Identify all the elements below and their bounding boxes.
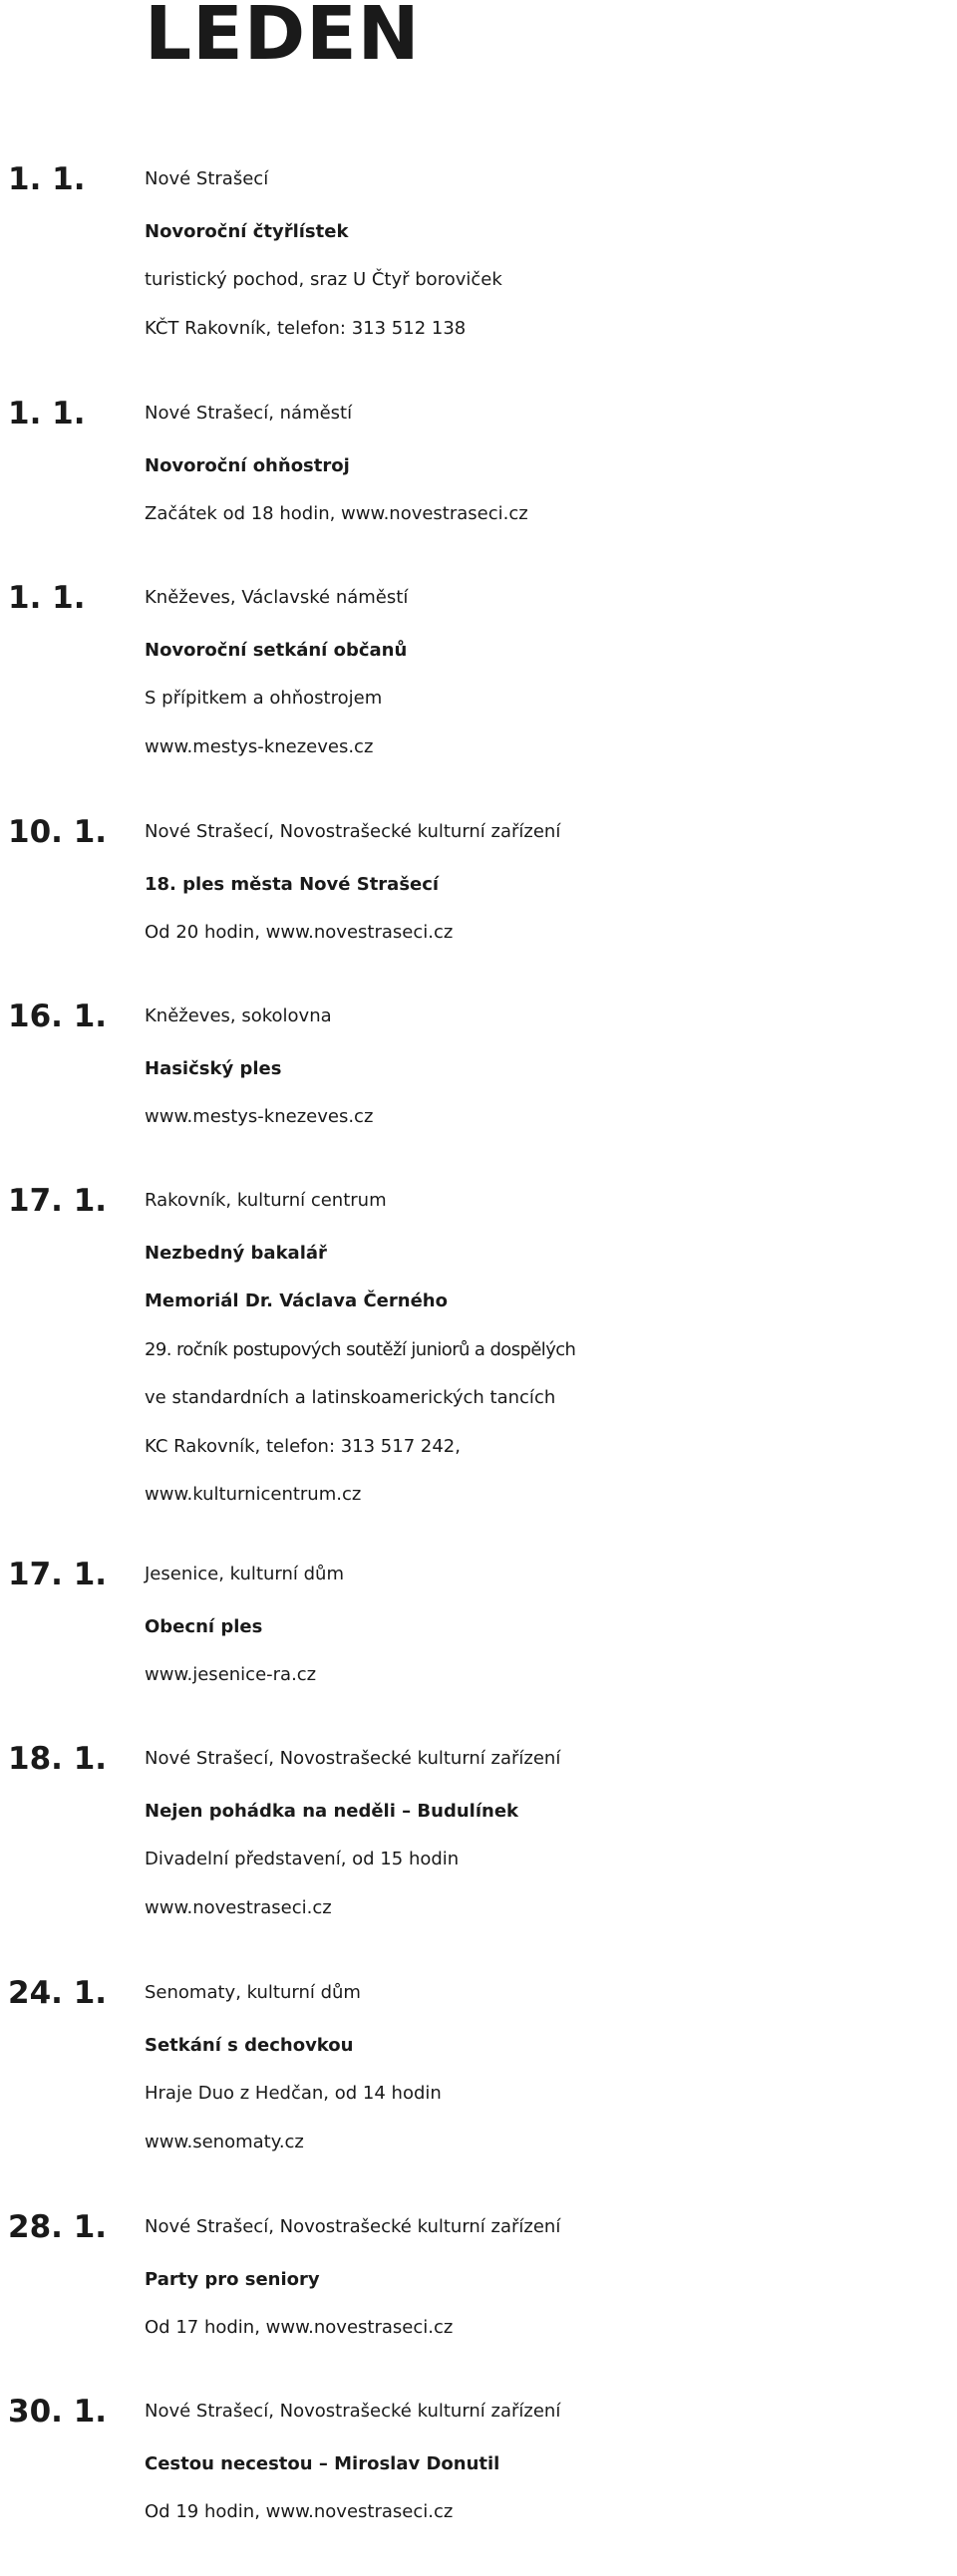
event-detail-line: ve standardních a latinskoamerických tancích bbox=[145, 1387, 556, 1408]
event-title: Setkání s dechovkou bbox=[145, 2034, 354, 2056]
event-location: Nové Strašecí bbox=[145, 168, 269, 189]
event-title: Party pro seniory bbox=[145, 2268, 320, 2290]
event-location: Jesenice, kulturní dům bbox=[145, 1564, 344, 1584]
event-details bbox=[145, 1181, 957, 1520]
event-details bbox=[145, 2392, 957, 2537]
event-date: 24. 1. bbox=[8, 1975, 108, 2011]
event-detail-line: www.senomaty.cz bbox=[145, 2131, 304, 2152]
event-details bbox=[145, 578, 957, 771]
event-detail-line: S přípitkem a ohňostrojem bbox=[145, 688, 383, 709]
event-date: 10. 1. bbox=[8, 814, 108, 850]
event-date: 1. 1. bbox=[8, 396, 86, 431]
event-date: 16. 1. bbox=[8, 999, 108, 1034]
event-location: Nové Strašecí, Novostrašecké kulturní zařízení bbox=[145, 821, 561, 842]
event-location: Nové Strašecí, Novostrašecké kulturní zařízení bbox=[145, 1748, 561, 1769]
event-title: Novoroční čtyřlístek bbox=[145, 220, 349, 242]
event-title: Hasičský ples bbox=[145, 1057, 282, 1079]
event-title: Cestou necestou – Miroslav Donutil bbox=[145, 2452, 500, 2474]
event-detail-line: Od 19 hodin, www.novestraseci.cz bbox=[145, 2501, 454, 2522]
event-date: 1. 1. bbox=[8, 161, 86, 197]
event-details bbox=[145, 1555, 957, 1700]
event-location: Nové Strašecí, Novostrašecké kulturní zařízení bbox=[145, 2216, 561, 2237]
event-details bbox=[145, 394, 957, 539]
event-date: 17. 1. bbox=[8, 1557, 108, 1592]
event-title: Novoroční ohňostroj bbox=[145, 454, 350, 476]
event-details bbox=[145, 1973, 957, 2166]
event-detail-line: turistický pochod, sraz U Čtyř boroviček bbox=[145, 269, 502, 290]
event-detail-line: Začátek od 18 hodin, www.novestraseci.cz bbox=[145, 503, 528, 524]
event-title: 18. ples města Nové Strašecí bbox=[145, 873, 440, 895]
event-title: Novoroční setkání občanů bbox=[145, 639, 408, 661]
event-detail-line: KČT Rakovník, telefon: 313 512 138 bbox=[145, 317, 467, 339]
event-date: 28. 1. bbox=[8, 2209, 108, 2245]
event-location: Nové Strašecí, Novostrašecké kulturní zařízení bbox=[145, 2401, 561, 2422]
event-detail-line: www.jesenice-ra.cz bbox=[145, 1664, 317, 1685]
event-detail-line: 29. ročník postupových soutěží juniorů a dospělých bbox=[145, 1338, 576, 1360]
event-detail-line: Od 20 hodin, www.novestraseci.cz bbox=[145, 922, 454, 943]
event-detail-line: Hraje Duo z Hedčan, od 14 hodin bbox=[145, 2083, 442, 2104]
event-detail-line: www.kulturnicentrum.cz bbox=[145, 1484, 362, 1505]
event-details bbox=[145, 812, 957, 958]
event-details bbox=[145, 159, 957, 353]
event-detail-line: www.mestys-knezeves.cz bbox=[145, 1106, 374, 1127]
event-title: Nejen pohádka na neděli – Budulínek bbox=[145, 1800, 518, 1822]
event-location: Kněževes, sokolovna bbox=[145, 1005, 332, 1026]
event-details bbox=[145, 2207, 957, 2353]
event-title: Memoriál Dr. Václava Černého bbox=[145, 1290, 448, 1311]
event-date: 18. 1. bbox=[8, 1741, 108, 1777]
event-location: Kněževes, Václavské náměstí bbox=[145, 587, 409, 608]
event-detail-line: www.mestys-knezeves.cz bbox=[145, 735, 374, 757]
event-location: Nové Strašecí, náměstí bbox=[145, 403, 353, 424]
event-detail-line: KC Rakovník, telefon: 313 517 242, bbox=[145, 1435, 461, 1457]
event-details bbox=[145, 997, 957, 1142]
event-location: Senomaty, kulturní dům bbox=[145, 1982, 361, 2003]
event-date: 17. 1. bbox=[8, 1183, 108, 1219]
event-detail-line: Divadelní představení, od 15 hodin bbox=[145, 1849, 460, 1869]
event-title: Obecní ples bbox=[145, 1615, 263, 1637]
event-title: Nezbedný bakalář bbox=[145, 1242, 327, 1264]
event-detail-line: Od 17 hodin, www.novestraseci.cz bbox=[145, 2317, 454, 2338]
event-date: 1. 1. bbox=[8, 580, 86, 616]
event-details bbox=[145, 1739, 957, 1932]
event-date: 30. 1. bbox=[8, 2394, 108, 2430]
month-title: LEDEN bbox=[145, 0, 421, 77]
event-location: Rakovník, kulturní centrum bbox=[145, 1190, 387, 1211]
event-detail-line: www.novestraseci.cz bbox=[145, 1896, 332, 1918]
